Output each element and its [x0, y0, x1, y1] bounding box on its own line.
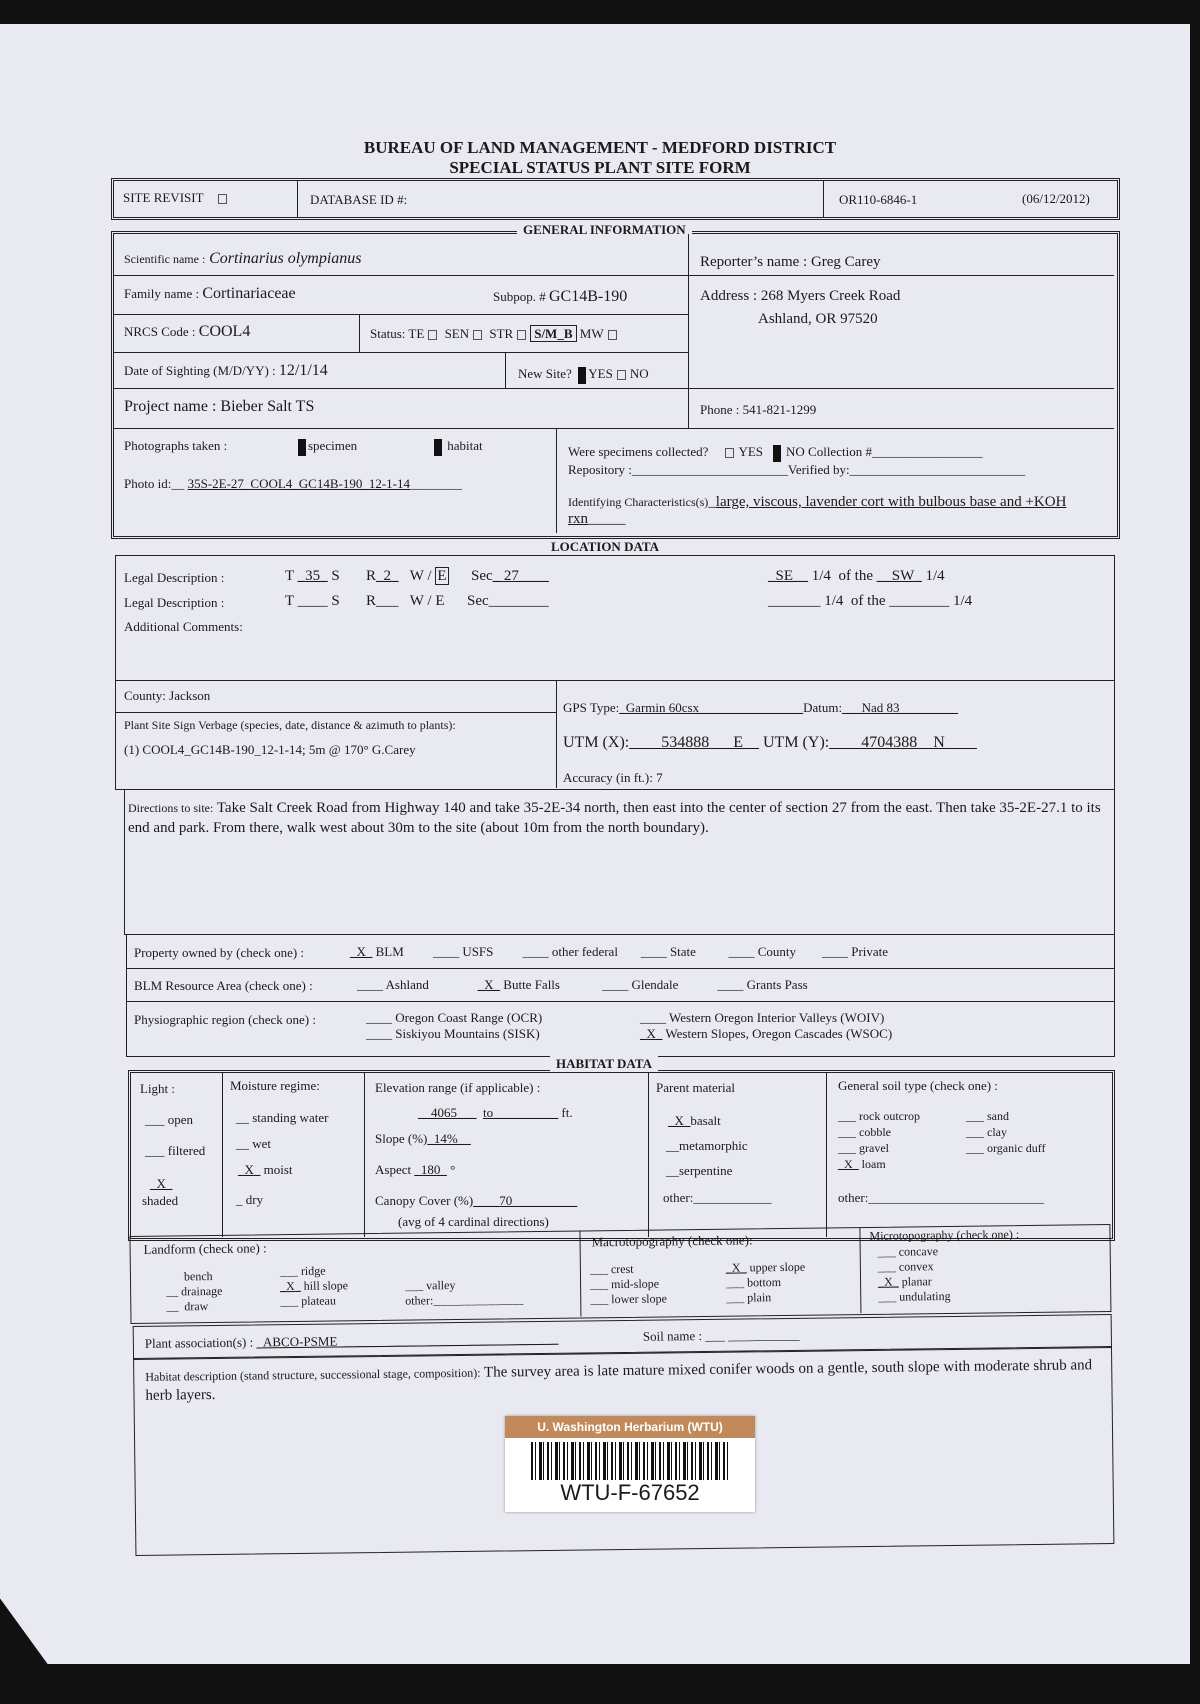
herbarium-label — [505, 1416, 755, 1512]
physio-wsoc[interactable]: _X_ Western Slopes, Oregon Cascades (WSOC) — [640, 1026, 893, 1041]
resource-area-label: BLM Resource Area (check one) : — [134, 978, 313, 993]
moisture-label: Moisture regime: — [230, 1078, 320, 1093]
general-info-box — [111, 231, 1120, 539]
moisture-moist[interactable]: _X_ moist — [238, 1162, 293, 1177]
photo-id: Photo id:__ 35S-2E-27_COOL4_GC14B-190_12-1-14________ — [124, 476, 463, 491]
property-owned-label: Property owned by (check one) : — [134, 945, 305, 960]
database-id-label: DATABASE ID #: — [310, 192, 408, 207]
record-number: OR110-6846-1 — [839, 192, 918, 207]
subpop-number: Subpop. # GC14B-190 — [493, 288, 628, 305]
date-of-sighting: Date of Sighting (M/D/YY) : 12/1/14 — [124, 362, 328, 379]
form-date: (06/12/2012) — [1022, 191, 1090, 206]
soil-type-label: General soil type (check one) : — [838, 1078, 998, 1093]
status-field: Status: TE SEN STR S/M_B MW — [370, 326, 621, 342]
photo-specimen-check[interactable]: specimen — [298, 438, 357, 456]
landform-label: Landform (check one) : — [143, 1240, 267, 1257]
barcode — [531, 1442, 729, 1480]
soil-options-2[interactable]: ___ sand ___ clay ___ organic duff — [966, 1109, 1046, 1155]
sign-verbage-value: (1) COOL4_GC14B-190_12-1-14; 5m @ 170° G.Carey — [124, 742, 416, 757]
repository: Repository :________________________Verified by:___________________________ — [568, 462, 1026, 477]
light-shaded: shaded — [142, 1193, 179, 1208]
herbarium-label-title: U. Washington Herbarium (WTU) — [505, 1416, 755, 1438]
elevation-label: Elevation range (if applicable) : — [375, 1080, 541, 1095]
photo-habitat-check[interactable]: habitat — [434, 438, 483, 456]
gps-type: GPS Type:_Garmin 60csx________________Datum:___Nad 83_________ — [563, 700, 958, 715]
landform-valley[interactable]: ___ valley other:_______________ — [404, 1278, 524, 1308]
additional-comments: Additional Comments: — [124, 619, 243, 634]
address-line-1: Address : 268 Myers Creek Road — [700, 288, 901, 304]
directions-to-site: Directions to site: Take Salt Creek Road from Highway 140 and take 35-2E-34 north, then east into the center of section 27 from the east. Then take 35-2E-27.1 to its end and park. From there, walk west about 30m to the site (about 10m from the north boundary). — [128, 800, 1101, 836]
site-revisit-label: SITE REVISIT — [123, 190, 231, 206]
plant-association: Plant association(s) : _ABCO-PSME__________________________________ — [144, 1330, 559, 1351]
identifying-characteristics: Identifying Characteristics(s)_large, viscous, lavender cort with bulbous base and +KOH rxn_____ — [568, 494, 1067, 527]
form-title: BUREAU OF LAND MANAGEMENT - MEDFORD DISTRICT — [363, 138, 837, 157]
physio-woiv[interactable]: ____ Western Oregon Interior Valleys (WOIV) — [640, 1010, 885, 1025]
form-subtitle: SPECIAL STATUS PLANT SITE FORM — [449, 158, 751, 177]
microtopography-label: Microtopography (check one) : — [869, 1227, 1020, 1243]
physiographic-label: Physiographic region (check one) : — [134, 1012, 316, 1027]
macro-options-2[interactable]: _X_ upper slope ___ bottom ___ plain — [725, 1259, 806, 1305]
light-open[interactable]: ___ open — [145, 1112, 194, 1127]
micro-options[interactable]: ___ concave ___ convex _X_ planar ___ undulating — [877, 1244, 951, 1304]
landform-options-2[interactable]: ___ ridge _X_ hill slope ___ plateau — [279, 1263, 349, 1309]
top-row-box — [111, 178, 1120, 220]
habitat-description: Habitat description (stand structure, successional stage, composition): The survey area is late mature mixed conifer woods on a gentle, south slope with moderate shrub and herb layers. — [145, 1357, 1093, 1404]
nrcs-code: NRCS Code : COOL4 — [124, 323, 251, 340]
site-revisit-checkbox[interactable] — [218, 194, 227, 204]
legal-1-values: T _35_ S R_2_ W / E Sec_ 27____ — [285, 568, 549, 584]
address-line-2: Ashland, OR 97520 — [758, 311, 878, 327]
moisture-dry[interactable]: _ dry — [236, 1192, 264, 1207]
light-label: Light : — [140, 1081, 176, 1096]
utm-coordinates: UTM (X):____534888___E__ UTM (Y):____4704388__N____ — [563, 734, 977, 751]
photographs-taken: Photographs taken : — [124, 438, 228, 453]
legal-description-2: Legal Description : — [124, 595, 225, 610]
parent-basalt[interactable]: _X_basalt — [668, 1113, 721, 1128]
landform-options-1[interactable]: bench __ drainage __ draw — [166, 1268, 223, 1314]
sign-verbage-label: Plant Site Sign Verbage (species, date, distance & azimuth to plants): — [124, 718, 456, 732]
reporter-name: Reporter’s name : Greg Carey — [700, 254, 881, 270]
landform-row — [129, 1224, 1111, 1326]
canopy-note: (avg of 4 cardinal directions) — [398, 1214, 549, 1229]
specimens-collected: Were specimens collected? YES NO Collection #_________________ — [568, 444, 982, 462]
legal-2-values: T ____ S R___ W / E Sec________ — [285, 593, 549, 609]
legal-2-quarters: _______ 1/4 of the ________ 1/4 — [768, 593, 973, 609]
legal-1-quarters: _SE__ 1/4 of the __SW_ 1/4 — [768, 568, 945, 584]
project-name: Project name : Bieber Salt TS — [124, 398, 315, 415]
light-shaded-check[interactable]: _X_ — [150, 1176, 173, 1191]
location-data-heading: LOCATION DATA — [545, 539, 665, 555]
physio-sisk[interactable]: ____ Siskiyou Mountains (SISK) — [366, 1026, 540, 1041]
parent-material-label: Parent material — [656, 1080, 736, 1095]
physiographic-box — [126, 1001, 1115, 1057]
herbarium-code: WTU-F-67652 — [560, 1480, 700, 1505]
elevation-range: __4065___ to__________ ft. — [418, 1105, 573, 1120]
soil-other: other:___________________________ — [838, 1190, 1044, 1205]
new-site-field: New Site? YES NO — [518, 366, 649, 384]
general-info-heading: GENERAL INFORMATION — [517, 222, 692, 238]
parent-metamorphic[interactable]: __metamorphic — [666, 1138, 748, 1153]
family-name: Family name : Cortinariaceae — [124, 285, 296, 302]
legal-description-1: Legal Description : — [124, 570, 225, 585]
habitat-data-heading: HABITAT DATA — [550, 1056, 658, 1072]
moisture-wet[interactable]: __ wet — [236, 1136, 272, 1151]
status-sm-selected[interactable]: S/M_B — [530, 325, 576, 342]
phone: Phone : 541-821-1299 — [700, 402, 817, 417]
county: County: Jackson — [124, 688, 211, 703]
macro-options-1[interactable]: ___ crest ___ mid-slope ___ lower slope — [589, 1261, 667, 1307]
moisture-standing[interactable]: __ standing water — [236, 1110, 329, 1125]
resource-area-options[interactable]: ____ Ashland _X_ Butte Falls ____ Glendale ____ Grants Pass — [357, 977, 808, 992]
canopy-cover: Canopy Cover (%)____70__________ — [375, 1193, 578, 1208]
slope: Slope (%)_14%__ — [375, 1131, 471, 1146]
physio-ocr[interactable]: ____ Oregon Coast Range (OCR) — [366, 1010, 543, 1025]
aspect: Aspect _180_ ° — [375, 1162, 456, 1177]
gps-accuracy: Accuracy (in ft.): 7 — [563, 770, 663, 785]
macrotopography-label: Macrotopography (check one): — [591, 1232, 753, 1250]
soil-name: Soil name : ___ ___________ — [642, 1326, 800, 1344]
soil-options-1[interactable]: ___ rock outcrop ___ cobble ___ gravel _X_ loam — [838, 1109, 920, 1171]
scientific-name: Scientific name : Cortinarius olympianus — [124, 250, 362, 267]
parent-serpentine[interactable]: __serpentine — [666, 1163, 733, 1178]
legal-description-box — [115, 555, 1115, 681]
parent-other: other:____________ — [663, 1190, 772, 1205]
light-filtered[interactable]: ___ filtered — [145, 1143, 206, 1158]
property-options[interactable]: _X_ BLM ____ USFS ____ other federal ____ State ____ County ____ Private — [350, 944, 889, 959]
